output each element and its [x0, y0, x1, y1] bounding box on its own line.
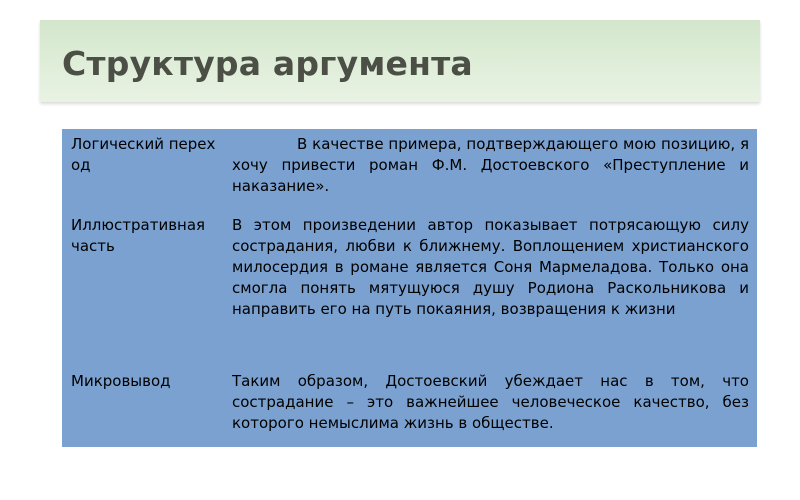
row-content: Таким образом, Достоевский убеждает нас в том, что сострадание – это важнейшее человеческое качество, без которого немыслима жизнь в обществе.: [232, 372, 749, 432]
row-label: Иллюстративная часть: [71, 216, 206, 255]
slide-title: Структура аргумента: [62, 44, 473, 83]
row-label: Логический переход: [71, 135, 216, 174]
row-content: В качестве примера, подтверждающего мою позицию, я хочу привести роман Ф.М. Достоевского «Преступление и наказание».: [232, 135, 749, 195]
row-content: В этом произведении автор показывает потрясающую силу сострадания, любви к ближнему. Воплощением христианского милосердия в романе является Соня Мармеладова. Только она смогла понять мятущуюся душу Родиона Раскольникова и направить его на путь покаяния, возвращения к жизни: [232, 216, 749, 318]
argument-structure-table: [62, 129, 757, 447]
title-band: [40, 20, 760, 102]
row-label: Микровывод: [71, 372, 171, 390]
